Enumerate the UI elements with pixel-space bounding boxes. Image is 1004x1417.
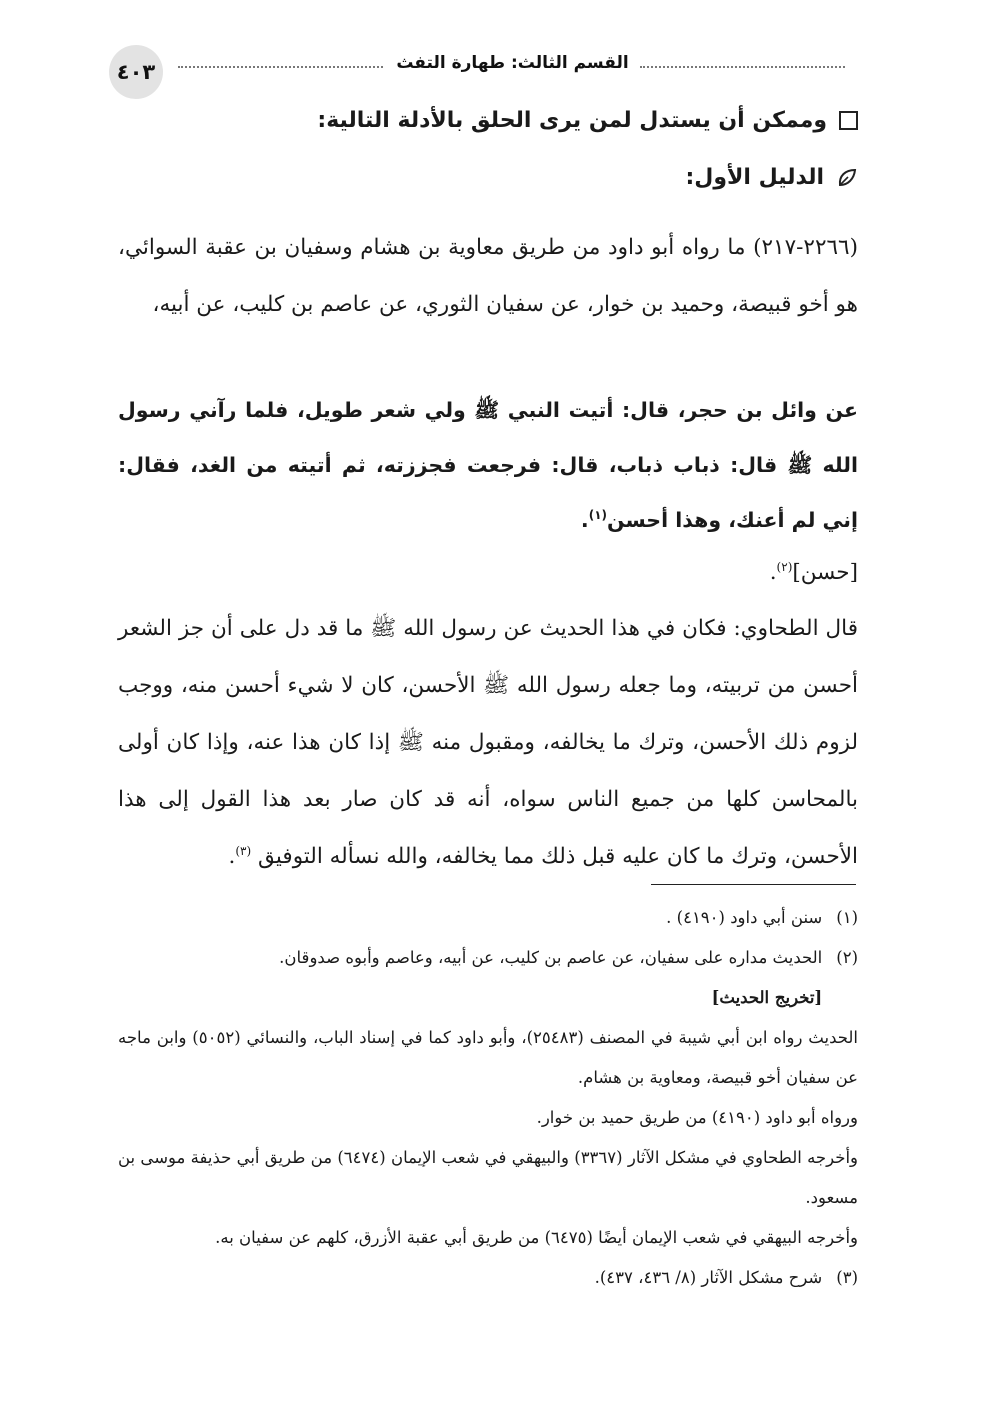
footnote-2-line-1: الحديث رواه ابن أبي شيبة في المصنف (٢٥٤٨٣)، وأبو داود كما في إسناد الباب، والنسائي (٥٠٥٢) وابن ماجه عن سفيان أخو قبيصة، ومعاوية بن هشام. (118, 1028, 858, 1087)
hadith-grade (118, 544, 858, 601)
footnote-3-number: (٣) (836, 1268, 858, 1287)
tahawi-quote (118, 600, 858, 885)
evidence-heading-block (118, 165, 858, 190)
tahawi-end: . (228, 844, 236, 869)
hadith-chain: (٢٢٦٦-٢١٧) ما رواه أبو داود من طريق معاوية بن هشام وسفيان بن عقبة السوائي، هو أخو قبيصة، وحميد بن خوار، عن سفيان الثوري، عن عاصم بن كليب، عن أبيه، (118, 235, 858, 317)
footnote-2-body (118, 938, 822, 1018)
footnote-3-text: شرح مشكل الآثار (٨/ ٤٣٦، ٤٣٧). (594, 1268, 823, 1287)
grade-end: . (769, 560, 777, 585)
footnote-2-heading: [تخريج الحديث] (711, 988, 823, 1007)
footnote-2-line-3: وأخرجه الطحاوي في مشكل الآثار (٣٣٦٧) والبيهقي في شعب الإيمان (٦٤٧٤) من طريق أبي حذيفة موسى بن مسعود. (118, 1148, 858, 1207)
intro-heading (118, 108, 858, 133)
evidence-heading-text: الدليل الأول: (685, 165, 824, 190)
header-dotted-rule-right (640, 66, 845, 68)
hadith-chain-block (118, 219, 858, 333)
tahawi-text: قال الطحاوي: فكان في هذا الحديث عن رسول الله ﷺ ما قد دل على أن جز الشعر أحسن من تربيته، وما جعله رسول الله ﷺ الأحسن، كان لا شيء أحسن منه، ووجب لزوم ذلك الأحسن، وترك ما يخالفه، ومقبول منه ﷺ إذا كان هذا عنه، وإذا كان أولى بالمحاسن كلها من جميع الناس سواه، أنه قد كان صار بعد هذا القول إلى هذا الأحسن، وترك ما كان عليه قبل ذلك مما يخالفه، والله نسأله التوفيق (118, 616, 858, 869)
footnote-3 (118, 1258, 858, 1298)
hadith-text-block (118, 383, 858, 548)
footnote-1 (118, 898, 858, 938)
footnote-marker-1: (١) (588, 508, 607, 523)
running-header-title: القسم الثالث: طهارة التفث (396, 53, 629, 73)
evidence-heading (118, 165, 858, 190)
footnote-1-number: (١) (836, 908, 858, 927)
tahawi-block (118, 600, 858, 885)
leaf-bullet-icon (836, 167, 858, 189)
intro-heading-block (118, 108, 858, 133)
checkbox-square-icon (839, 111, 858, 130)
footnote-separator (651, 884, 856, 885)
page-number: ٤٠٣ (109, 45, 163, 99)
footnote-marker-2: (٢) (776, 559, 793, 574)
footnote-1-text: سنن أبي داود (٤١٩٠) . (666, 908, 823, 927)
hadith-text (118, 383, 858, 548)
grade-block (118, 544, 858, 601)
grade-text: [حسن] (792, 560, 858, 585)
footnote-marker-3: (٣) (235, 843, 252, 858)
footnote-2-line-2: ورواه أبو داود (٤١٩٠) من طريق حميد بن خوار. (536, 1108, 858, 1127)
footnote-2 (118, 938, 858, 1018)
intro-heading-text: وممكن أن يستدل لمن يرى الحلق بالأدلة التالية: (317, 108, 827, 133)
footnotes (118, 898, 858, 1298)
hadith-text-end: . (580, 508, 589, 532)
footnote-2-line-4: وأخرجه البيهقي في شعب الإيمان أيضًا (٦٤٧٥) من طريق أبي عقبة الأزرق، كلهم عن سفيان به. (215, 1228, 858, 1247)
footnote-2-number: (٢) (836, 948, 858, 967)
header-dotted-rule-left (178, 66, 383, 68)
hadith-text-main: عن وائل بن حجر، قال: أتيت النبي ﷺ ولي شعر طويل، فلما رآني رسول الله ﷺ قال: ذباب ذباب، قال: فرجعت فجززته، ثم أتيته من الغد، فقال: إني لم أعنك، وهذا أحسن (118, 398, 858, 532)
footnote-2-text: الحديث مداره على سفيان، عن عاصم بن كليب، عن أبيه، وعاصم وأبوه صدوقان. (279, 948, 823, 967)
